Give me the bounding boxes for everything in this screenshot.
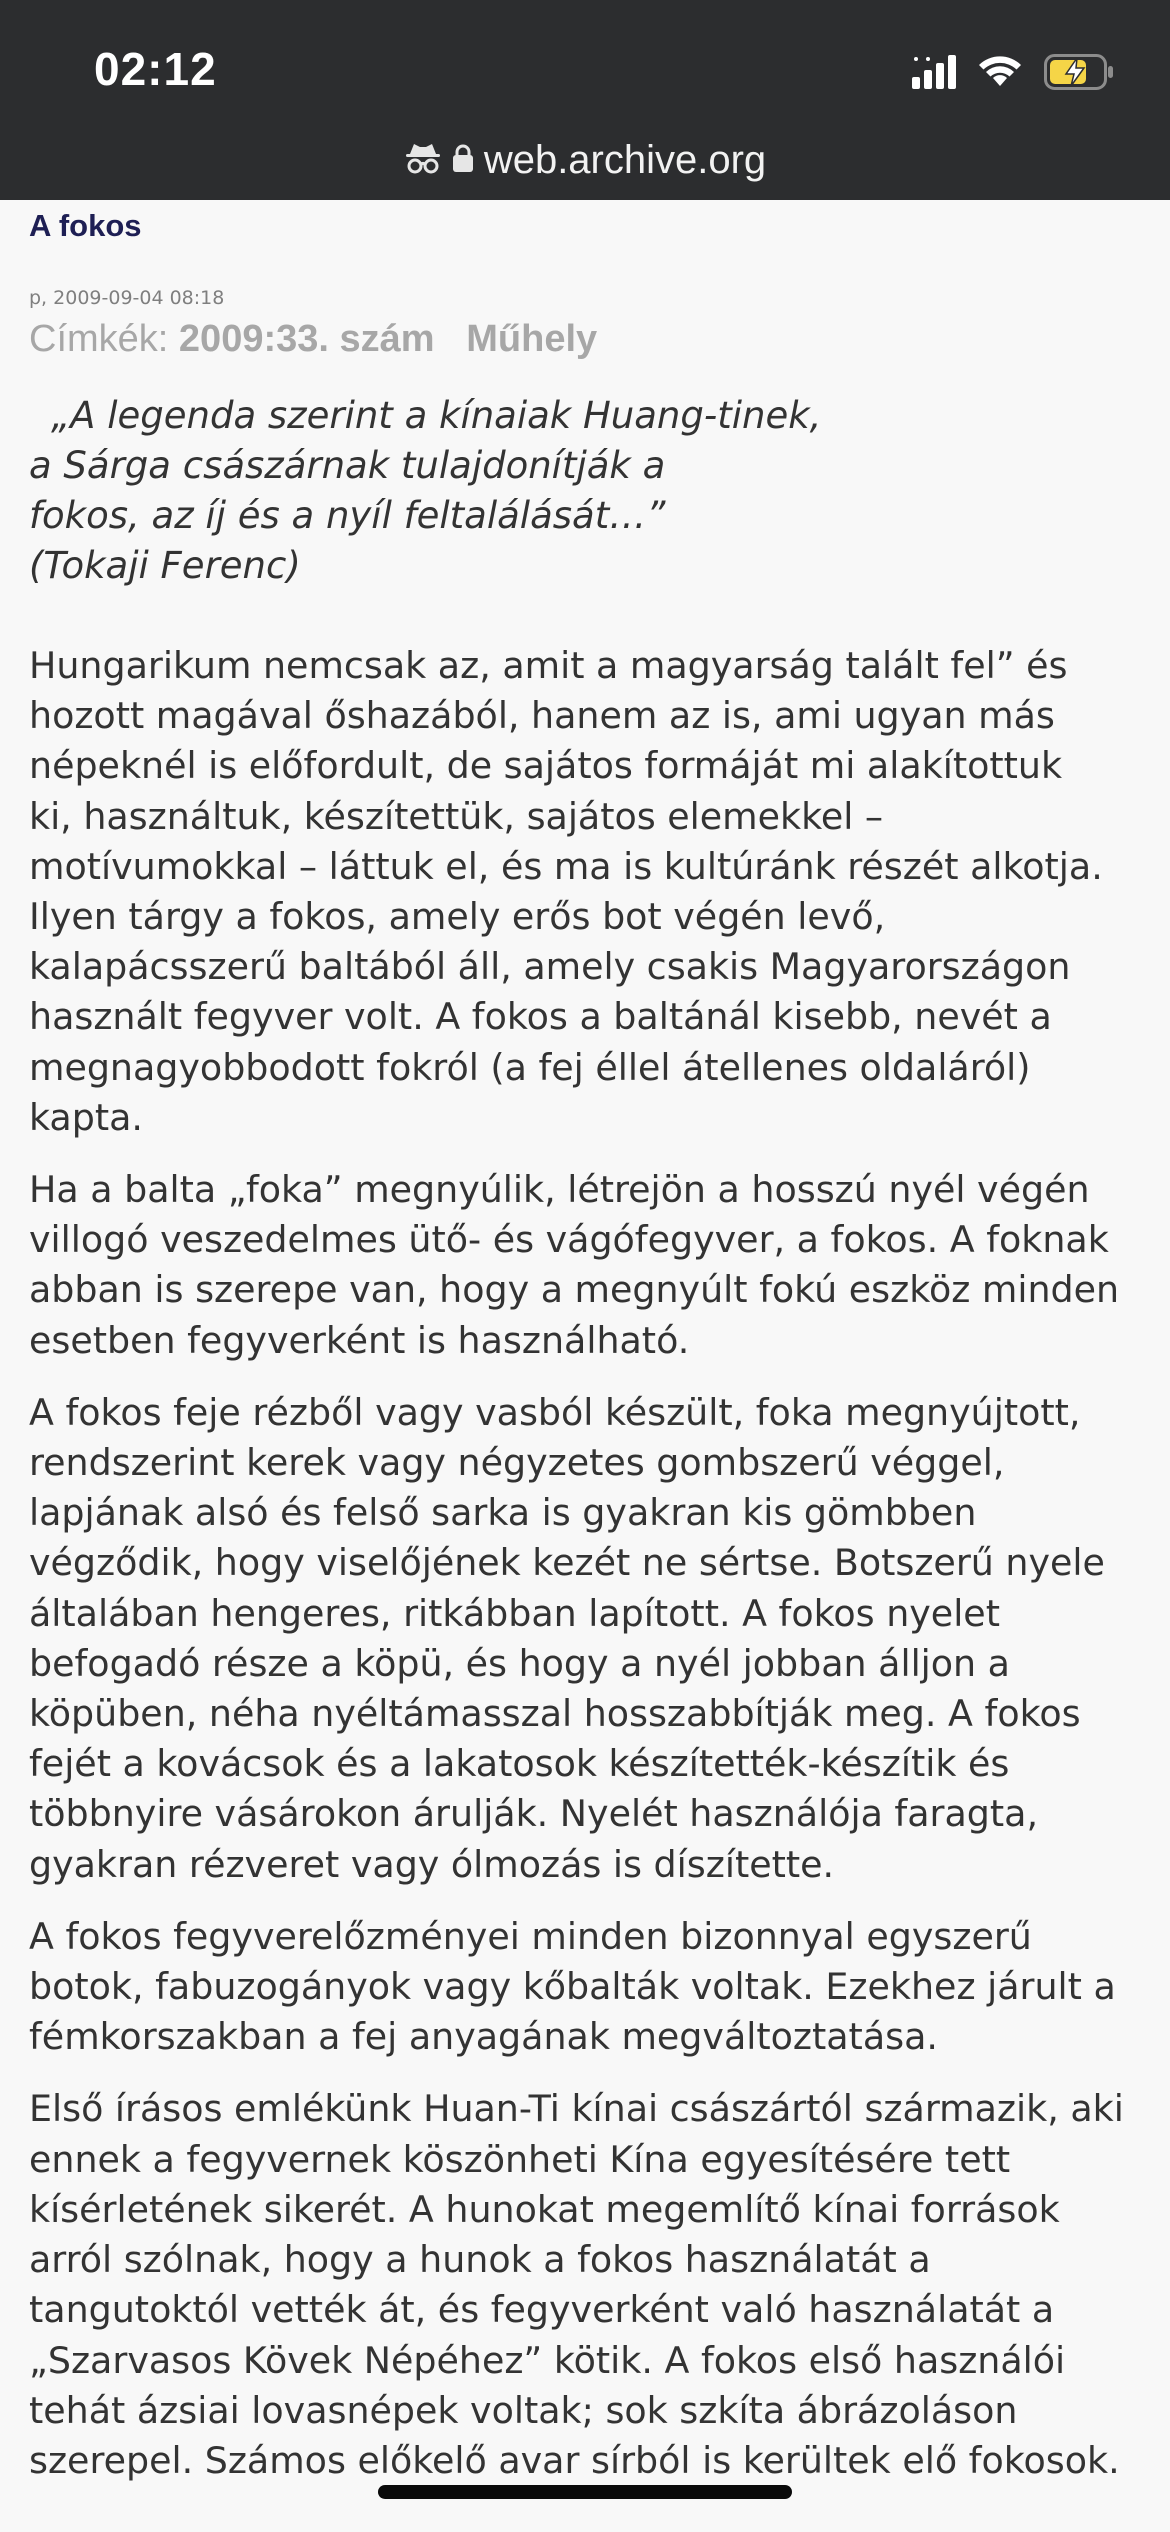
text-line: megnagyobbodott fokról (a fej éllel átellenes oldaláról) [29, 1045, 1031, 1089]
text-line: kalapácsszerű baltából áll, amely csakis Magyarországon [29, 945, 1071, 989]
text-line: ennek a fegyvernek köszönheti Kína egyesítésére tett [29, 2137, 1011, 2181]
incognito-icon [404, 141, 442, 179]
text-line: „Szarvasos Kövek Népéhez” kötik. A fokos első használói [29, 2338, 1066, 2382]
text-line: kísérletének sikerét. A hunokat megemlítő kínai források [29, 2187, 1060, 2231]
text-line: népeknél is előfordult, de sajátos formáját mi alakítottuk [29, 744, 1063, 788]
text-line: motívumokkal – láttuk el, és ma is kultúránk részét alkotja. [29, 844, 1103, 888]
wifi-icon [978, 55, 1022, 93]
text-line: hozott magával őshazából, hanem az is, ami ugyan más [29, 694, 1055, 738]
text-line: fejét a kovácsok és a lakatosok készítették-készítik és [29, 1742, 1010, 1786]
web-page [0, 200, 1170, 2532]
quote-line: a Sárga császárnak tulajdonítják a [29, 444, 666, 487]
text-line: végződik, hogy viselőjének kezét ne sértse. Botszerű nyele [29, 1541, 1105, 1585]
article-date: p, 2009-09-04 08:18 [29, 287, 225, 309]
text-line: villogó veszedelmes ütő- és vágófegyver, a fokos. A foknak [29, 1218, 1109, 1262]
article [29, 200, 1154, 2508]
battery-charging-icon [1044, 54, 1114, 94]
text-line: gyakran rézveret vagy ólmozás is díszítette. [29, 1842, 835, 1886]
text-line: általában hengeres, ritkábban lapított. A fokos nyelet [29, 1591, 1000, 1635]
browser-chrome [0, 0, 1170, 200]
tags-label: Címkék: [29, 318, 169, 360]
text-line: Első írásos emlékünk Huan-Ti kínai császártól származik, aki [29, 2087, 1124, 2131]
text-line: szerepel. Számos előkelő avar sírból is kerültek elő fokosok. [29, 2438, 1120, 2482]
home-indicator[interactable] [378, 2485, 792, 2499]
text-line: tehát ázsiai lovasnépek voltak; sok szkíta ábrázoláson [29, 2388, 1018, 2432]
text-line: ki, használtuk, készítettük, sajátos elemekkel – [29, 794, 884, 838]
text-line: A fokos feje rézből vagy vasból készült, foka megnyújtott, [29, 1390, 1081, 1434]
text-line: kapta. [29, 1095, 143, 1139]
text-line: arról szólnak, hogy a hunok a fokos használatát a [29, 2238, 931, 2282]
paragraph [29, 1388, 1154, 1890]
paragraph [29, 1165, 1154, 1366]
text-line: Hungarikum nemcsak az, amit a magyarság talált fel” és [29, 644, 1068, 687]
text-line: befogadó része a köpü, és hogy a nyél jobban álljon a [29, 1641, 1010, 1685]
article-title[interactable]: A fokos [29, 208, 142, 243]
text-line: Ilyen tárgy a fokos, amely erős bot végén levő, [29, 895, 886, 939]
text-line: botok, fabuzogányok vagy kőbalták voltak. Ezekhez járult a [29, 1965, 1116, 2009]
epigraph-quote [29, 391, 1154, 591]
tag-link[interactable]: Műhely [466, 318, 598, 360]
tag-link[interactable]: 2009:33. szám [178, 318, 435, 360]
lock-icon [452, 143, 474, 177]
tags-row [29, 315, 1154, 363]
address-bar[interactable] [0, 132, 1170, 188]
quote-attribution: (Tokaji Ferenc) [29, 544, 301, 587]
url-text[interactable]: web.archive.org [483, 137, 767, 182]
text-line: esetben fegyverként is használható. [29, 1318, 690, 1362]
status-time: 02:12 [94, 43, 217, 95]
article-body [29, 641, 1154, 2486]
paragraph [29, 641, 1154, 1143]
cellular-signal-icon [912, 55, 956, 93]
text-line: fémkorszakban a fej anyagának megváltoztatása. [29, 2015, 938, 2059]
paragraph [29, 2084, 1154, 2486]
text-line: Ha a balta „foka” megnyúlik, létrejön a hosszú nyél végén [29, 1168, 1090, 1212]
quote-line: fokos, az íj és a nyíl feltalálását…” [29, 494, 666, 537]
text-line: A fokos fegyverelőzményei minden bizonnyal egyszerű [29, 1914, 1032, 1958]
status-icons [912, 52, 1114, 96]
text-line: tangutoktól vették át, és fegyverként való használatát a [29, 2288, 1055, 2332]
text-line: többnyire vásárokon árulják. Nyelét használója faragta, [29, 1792, 1039, 1836]
paragraph [29, 1912, 1154, 2063]
text-line: abban is szerepe van, hogy a megnyúlt fokú eszköz minden [29, 1268, 1120, 1312]
text-line: használt fegyver volt. A fokos a baltánál kisebb, nevét a [29, 995, 1052, 1039]
text-line: köpüben, néha nyéltámasszal hosszabbítják meg. A fokos [29, 1692, 1081, 1736]
quote-line: „A legenda szerint a kínaiak Huang-tinek, [51, 394, 822, 437]
text-line: rendszerint kerek vagy négyzetes gombszerű véggel, [29, 1441, 1005, 1485]
text-line: lapjának alsó és felső sarka is gyakran kis gömbben [29, 1491, 977, 1535]
